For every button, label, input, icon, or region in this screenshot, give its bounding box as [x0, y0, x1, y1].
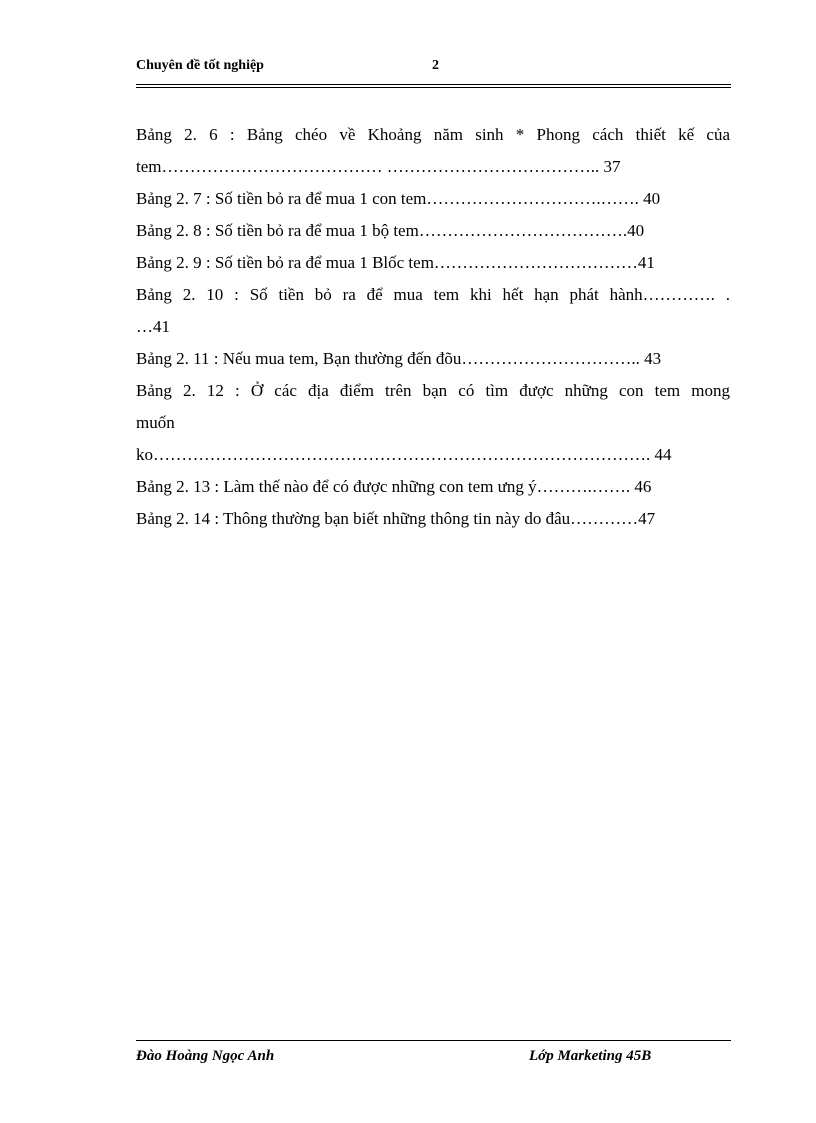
- toc-entry-line: Bảng 2. 12 : Ở các địa điểm trên bạn có tìm được những con tem mong: [136, 381, 730, 400]
- toc-entry-line: Bảng 2. 13 : Làm thế nào để có được những con tem ưng ý……….……. 46: [136, 477, 652, 496]
- toc-entry-line: tem………………………………… ……………………………….. 37: [136, 157, 621, 176]
- toc-entry-bang-2-13: [136, 471, 730, 503]
- page-number: 2: [432, 58, 439, 73]
- toc-entry-bang-2-9: [136, 247, 730, 279]
- table-of-contents: [136, 119, 730, 535]
- toc-entry-line: ko……………………………………………………………………………. 44: [136, 445, 672, 464]
- page-header: [136, 58, 730, 80]
- toc-entry-bang-2-8: [136, 215, 730, 247]
- toc-entry-line: Bảng 2. 14 : Thông thường bạn biết những thông tin này do đâu…………47: [136, 509, 656, 528]
- toc-entry-line: Bảng 2. 10 : Số tiền bỏ ra để mua tem khi hết hạn phát hành…………. .: [136, 285, 730, 304]
- toc-entry-line: muốn: [136, 413, 175, 432]
- toc-entry-line: Bảng 2. 9 : Số tiền bỏ ra để mua 1 Blốc tem………………………………41: [136, 253, 655, 272]
- footer-class-name: Lớp Marketing 45B: [529, 1048, 652, 1064]
- toc-entry-line: Bảng 2. 8 : Số tiền bỏ ra để mua 1 bộ tem……………………………….40: [136, 221, 645, 240]
- header-divider: [136, 84, 731, 85]
- toc-entry-line: Bảng 2. 11 : Nếu mua tem, Bạn thường đến đõu………………………….. 43: [136, 349, 662, 368]
- toc-entry-bang-2-14: [136, 503, 730, 535]
- footer-divider: [136, 1040, 731, 1041]
- header-title: Chuyên đề tốt nghiệp: [136, 58, 264, 73]
- toc-entry-line: …41: [136, 317, 170, 336]
- toc-entry-bang-2-7: [136, 183, 730, 215]
- toc-entry-bang-2-6: [136, 119, 730, 183]
- toc-entry-bang-2-11: [136, 343, 730, 375]
- toc-entry-line: Bảng 2. 7 : Số tiền bỏ ra để mua 1 con tem………………………….……. 40: [136, 189, 661, 208]
- toc-entry-line: Bảng 2. 6 : Bảng chéo về Khoảng năm sinh * Phong cách thiết kế của: [136, 125, 730, 144]
- toc-entry-bang-2-10: [136, 279, 730, 343]
- header-divider-secondary: [136, 87, 731, 88]
- footer-author: Đào Hoàng Ngọc Anh: [136, 1048, 275, 1064]
- toc-entry-bang-2-12: [136, 375, 730, 471]
